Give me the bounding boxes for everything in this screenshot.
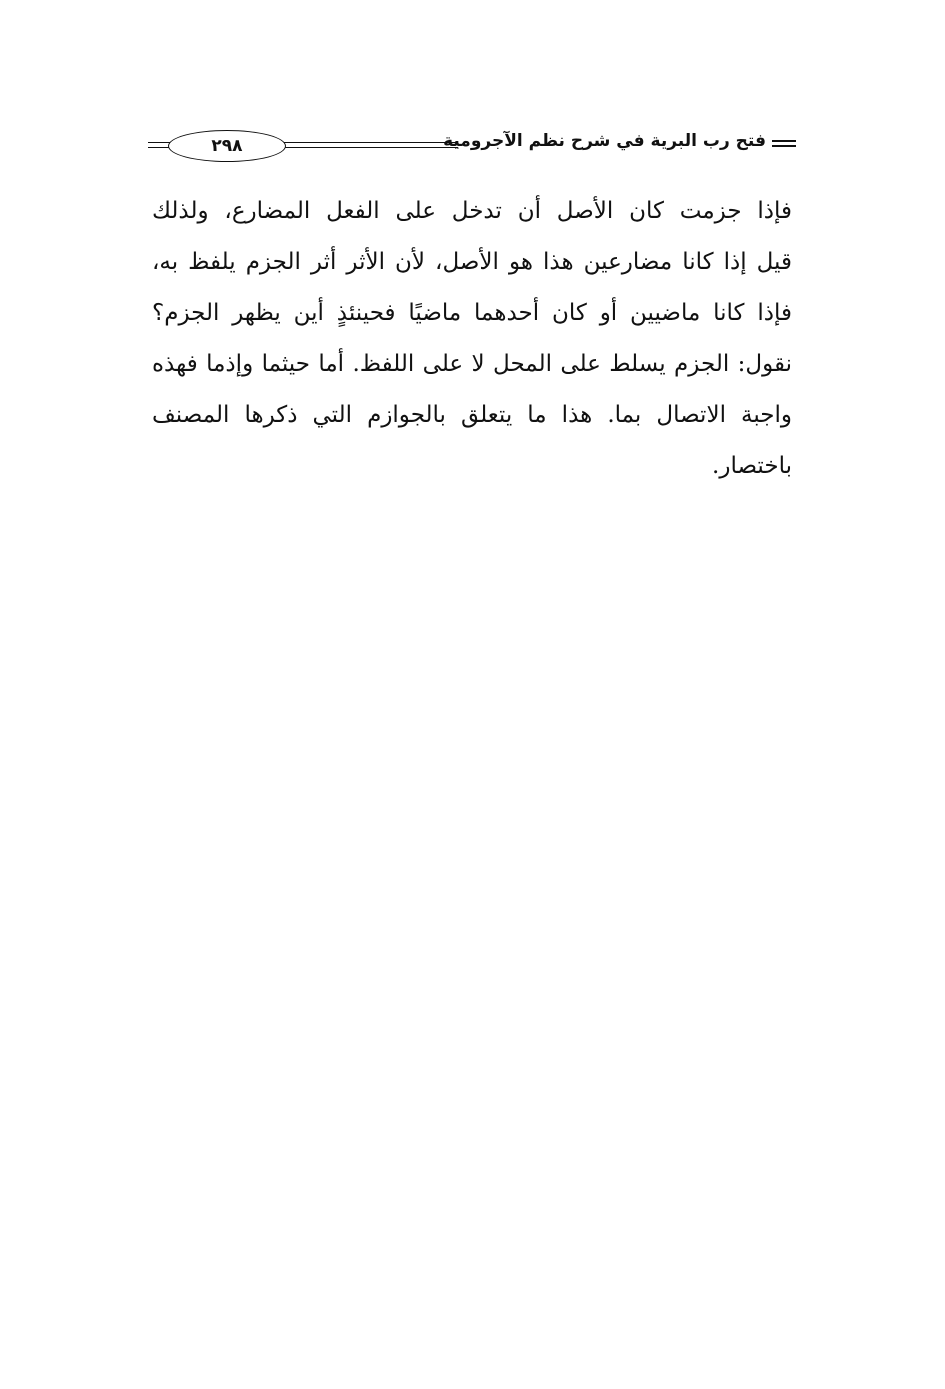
header-dash-top [772, 140, 796, 142]
page-number: ٢٩٨ [211, 136, 243, 156]
header-rule-bottom [282, 147, 458, 148]
header-rule-top [282, 142, 458, 143]
header-dash-bottom [772, 145, 796, 147]
running-header [148, 126, 796, 166]
header-left-rule-top [148, 142, 170, 143]
book-title: فتح رب البرية في شرح نظم الآجرومية [443, 131, 766, 151]
header-left-rule-bottom [148, 147, 170, 148]
page-number-oval [168, 130, 286, 162]
text-line: باختصار. [712, 453, 792, 479]
text-line: فإذا كانا ماضيين أو كان أحدهما ماضيًا فحينئذٍ أين يظهر الجزم؟ [152, 300, 792, 326]
text-line: نقول: الجزم يسلط على المحل لا على اللفظ. أما حيثما وإذما فهذه [152, 351, 792, 377]
text-line: واجبة الاتصال بما. هذا ما يتعلق بالجوازم التي ذكرها المصنف [152, 402, 792, 428]
text-line: فإذا جزمت كان الأصل أن تدخل على الفعل المضارع، ولذلك [152, 198, 792, 224]
body-text [152, 186, 792, 492]
text-line: قيل إذا كانا مضارعين هذا هو الأصل، لأن الأثر أثر الجزم يلفظ به، [152, 249, 792, 275]
